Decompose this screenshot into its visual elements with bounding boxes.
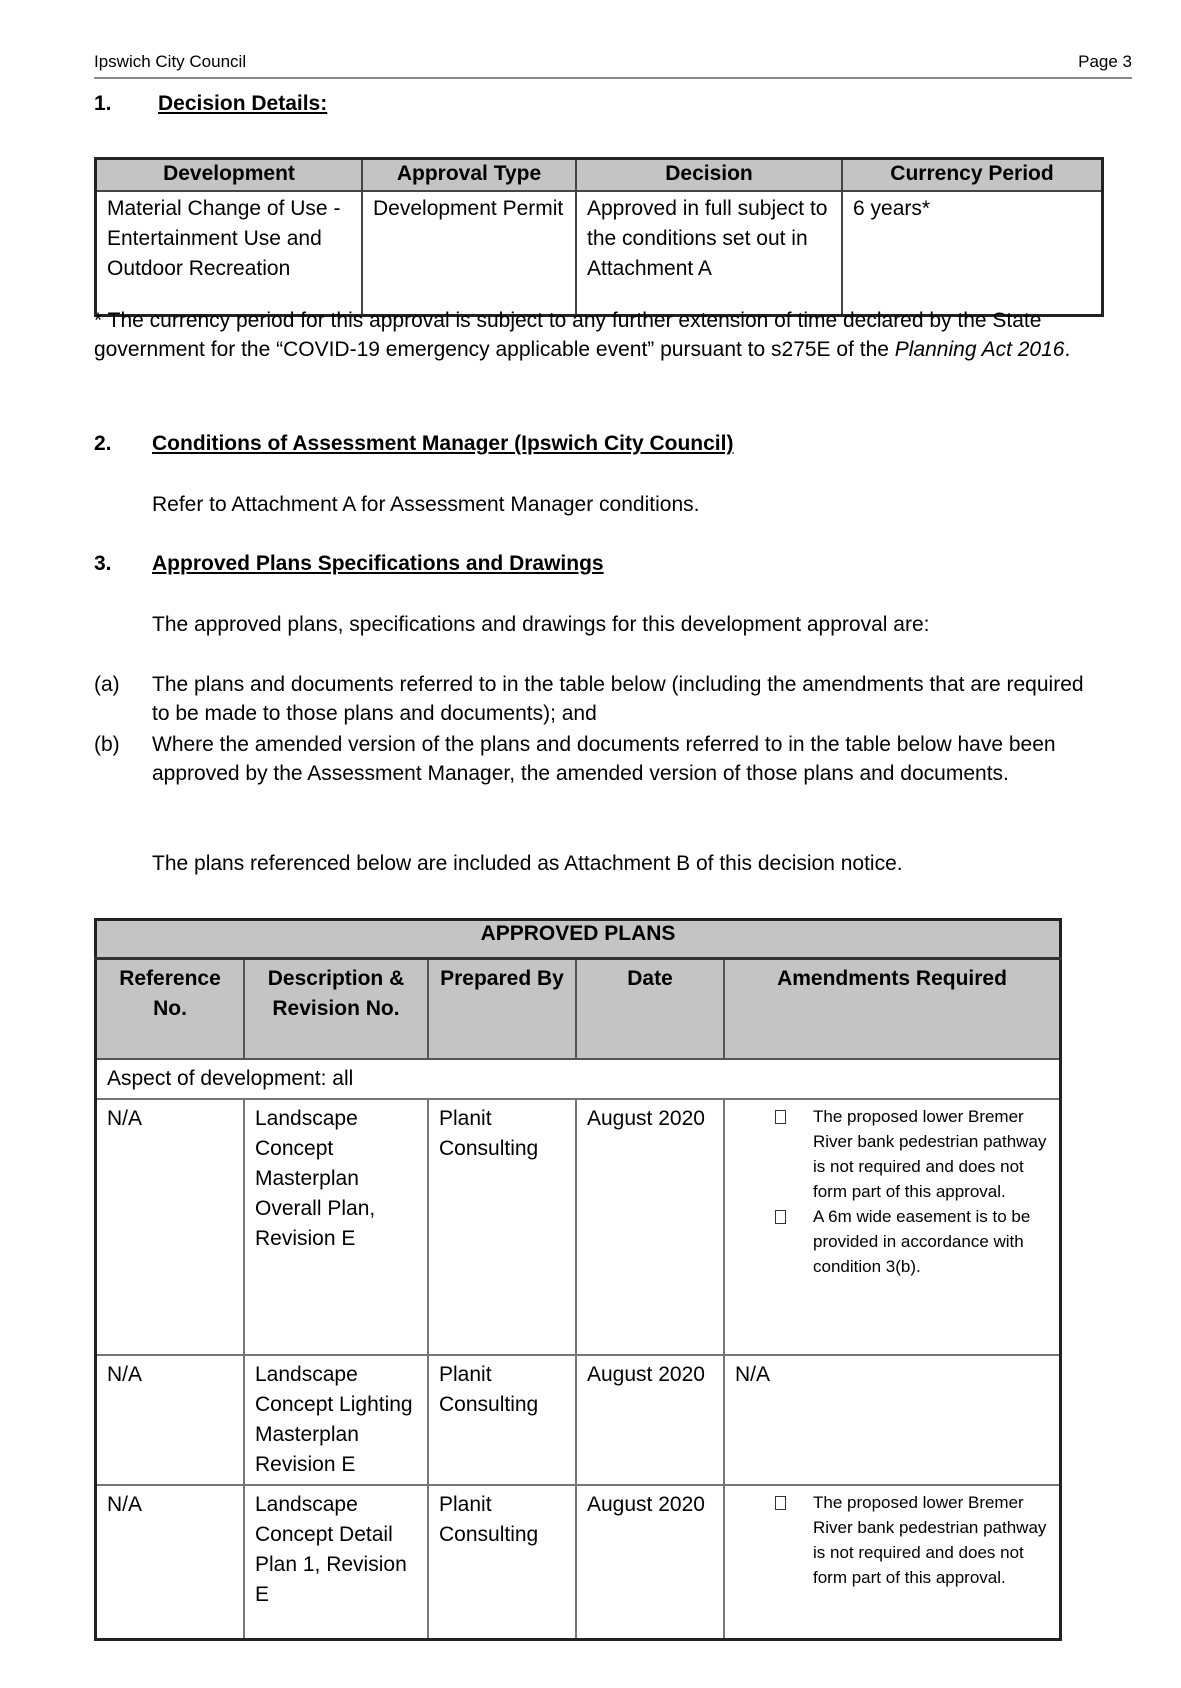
- approval-type-cell: Development Permit: [362, 191, 576, 316]
- organisation-name: Ipswich City Council: [94, 52, 247, 71]
- section-3-closing: The plans referenced below are included as Attachment B of this decision notice.: [152, 852, 903, 875]
- section-number: 3.: [94, 552, 112, 575]
- section-title: Decision Details:: [158, 92, 328, 115]
- table-row: [96, 1099, 1061, 1355]
- aspect-row: [96, 1059, 1061, 1099]
- amendments-cell: [724, 1485, 1061, 1639]
- amendment-item: [775, 1104, 1049, 1204]
- table-header-row: [96, 959, 1061, 1060]
- date-cell: August 2020: [576, 1485, 724, 1639]
- page-header: [94, 52, 1132, 72]
- amendments-list: [735, 1104, 1049, 1279]
- description-cell: Landscape Concept Masterplan Overall Plan, Revision E: [244, 1099, 428, 1355]
- amendments-list: [735, 1490, 1049, 1590]
- aspect-cell: Aspect of development: all: [96, 1059, 1061, 1099]
- footnote-end: .: [1064, 338, 1071, 361]
- decision-cell: Approved in full subject to the conditions set out in Attachment A: [576, 191, 842, 316]
- column-header: Development: [96, 159, 363, 192]
- column-header: Decision: [576, 159, 842, 192]
- reference-cell: N/A: [96, 1099, 245, 1355]
- column-header: Prepared By: [428, 959, 576, 1060]
- table-row: [96, 1485, 1061, 1639]
- description-cell: Landscape Concept Detail Plan 1, Revision E: [244, 1485, 428, 1639]
- table-row: [96, 1355, 1061, 1485]
- table-caption: APPROVED PLANS: [96, 920, 1061, 959]
- footnote-text: * The currency period for this approval is subject to any further extension of time declared by the State government for the “COVID-19 emergency applicable event” pursuant to s275E of the: [94, 309, 1042, 361]
- caption-row: [96, 920, 1061, 959]
- amendment-text: The proposed lower Bremer River bank pedestrian pathway is not required and does not form part of this approval.: [813, 1107, 1047, 1201]
- column-header: Approval Type: [362, 159, 576, 192]
- column-header: Currency Period: [842, 159, 1103, 192]
- column-header: Amendments Required: [724, 959, 1061, 1060]
- prepared-by-cell: Planit Consulting: [428, 1099, 576, 1355]
- section-number: 2.: [94, 432, 112, 455]
- reference-cell: N/A: [96, 1485, 245, 1639]
- amendment-item: [775, 1204, 1049, 1279]
- item-b-label: (b): [94, 733, 120, 756]
- amendment-item: [775, 1490, 1049, 1590]
- description-cell: Landscape Concept Lighting Masterplan Revision E: [244, 1355, 428, 1485]
- header-divider: [94, 77, 1132, 79]
- reference-cell: N/A: [96, 1355, 245, 1485]
- section-number: 1.: [94, 92, 112, 115]
- approved-plans-table: [94, 918, 1062, 1641]
- footnote-act-name: Planning Act 2016: [894, 338, 1065, 361]
- bullet-box-icon: [775, 1110, 786, 1124]
- development-cell: Material Change of Use - Entertainment Use and Outdoor Recreation: [96, 191, 363, 316]
- prepared-by-cell: Planit Consulting: [428, 1485, 576, 1639]
- item-a-text: The plans and documents referred to in the table below (including the amendments that are required to be made to those plans and documents); and: [152, 673, 1084, 725]
- column-header: Date: [576, 959, 724, 1060]
- page-number: Page 3: [1078, 52, 1132, 71]
- column-header: Description & Revision No.: [244, 959, 428, 1060]
- amendments-cell: [724, 1099, 1061, 1355]
- amendments-cell: N/A: [724, 1355, 1061, 1485]
- date-cell: August 2020: [576, 1099, 724, 1355]
- section-2-body: Refer to Attachment A for Assessment Manager conditions.: [152, 493, 700, 516]
- column-header: Reference No.: [96, 959, 245, 1060]
- item-b-text: Where the amended version of the plans and documents referred to in the table below have been approved by the Assessment Manager, the amended version of those plans and documents.: [152, 733, 1056, 785]
- amendment-text: The proposed lower Bremer River bank pedestrian pathway is not required and does not form part of this approval.: [813, 1493, 1047, 1587]
- currency-period-cell: 6 years*: [842, 191, 1103, 316]
- amendment-text: A 6m wide easement is to be provided in accordance with condition 3(b).: [813, 1207, 1031, 1276]
- date-cell: August 2020: [576, 1355, 724, 1485]
- decision-details-table: [94, 157, 1104, 317]
- prepared-by-cell: Planit Consulting: [428, 1355, 576, 1485]
- section-title: Conditions of Assessment Manager (Ipswich City Council): [152, 432, 734, 455]
- item-a-label: (a): [94, 673, 120, 696]
- section-3-intro: The approved plans, specifications and drawings for this development approval are:: [152, 613, 930, 636]
- currency-footnote: [94, 306, 1104, 364]
- table-row: [96, 191, 1103, 316]
- bullet-box-icon: [775, 1496, 786, 1510]
- table-header-row: [96, 159, 1103, 192]
- bullet-box-icon: [775, 1210, 786, 1224]
- section-title: Approved Plans Specifications and Drawings: [152, 552, 604, 575]
